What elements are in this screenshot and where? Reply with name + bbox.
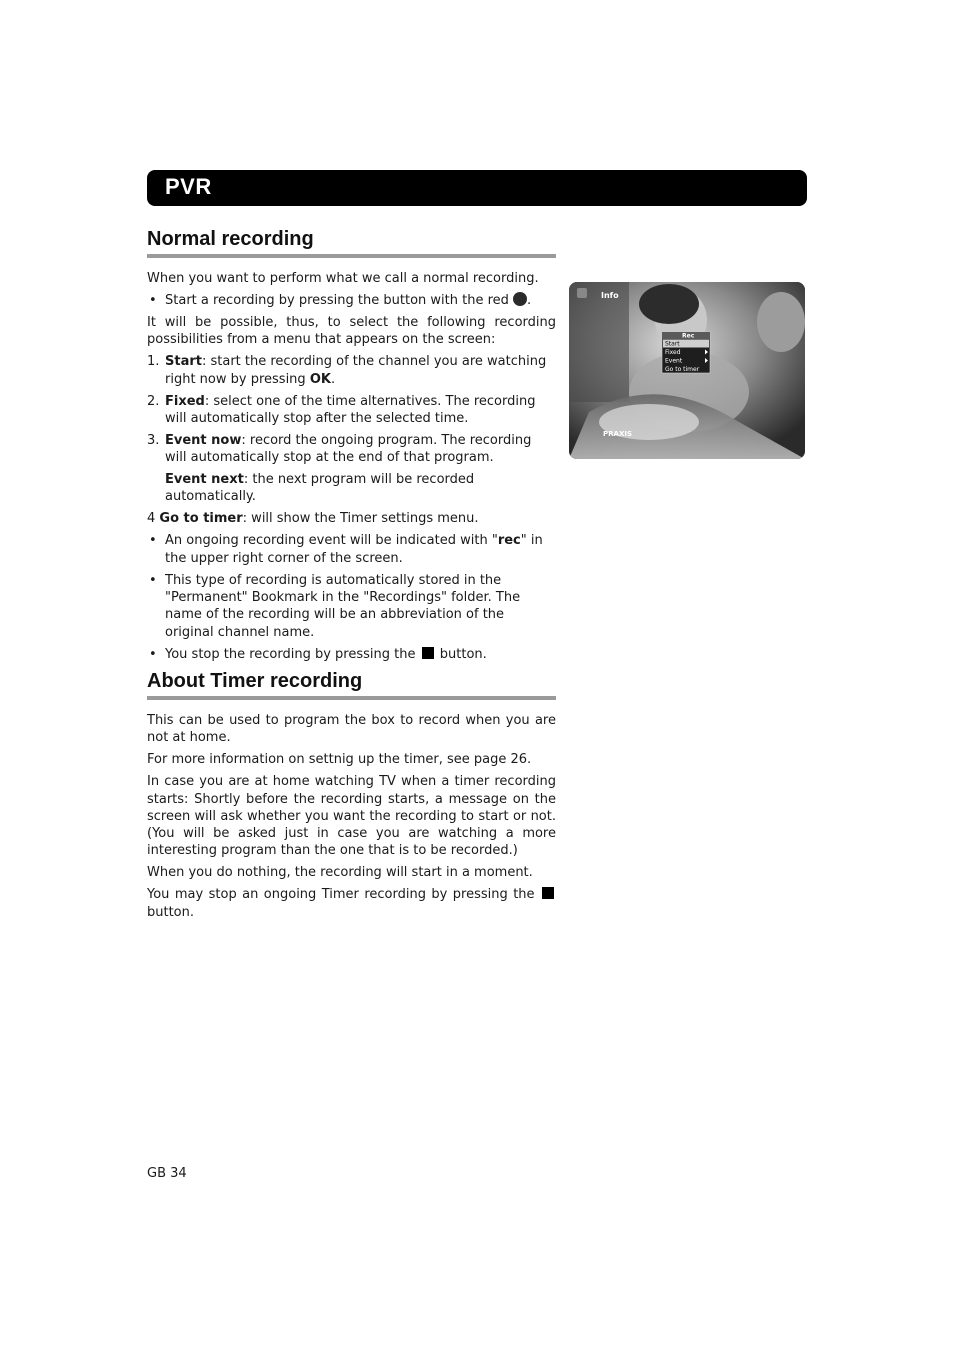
list-term: Event now — [165, 432, 242, 448]
paragraph-text-end: button. — [147, 904, 195, 920]
list-item — [147, 432, 556, 467]
list-text: : record the ongoing program. The recording will automatically stop at the end of that program. — [165, 432, 532, 466]
list-text-end: . — [330, 371, 336, 387]
list-item — [147, 393, 556, 428]
list-text: : will show the Timer settings menu. — [242, 511, 479, 527]
list-term: Fixed — [165, 393, 205, 409]
section-rule — [147, 254, 556, 258]
list-text: : the next program will be recorded automatically. — [165, 472, 475, 505]
paragraph: For more information on settnig up the timer, see page 26. — [147, 752, 532, 768]
list-number: 1. — [147, 354, 160, 370]
bullet-text: This type of recording is automatically stored in the "Permanent" Bookmark in the "Recordings" folder. The name of the recording will be an abbreviation of the original channel name. — [165, 572, 521, 640]
paragraph: When you do nothing, the recording will start in a moment. — [147, 865, 533, 881]
list-item — [147, 572, 556, 641]
bullet-text: Start a recording by pressing the button with the red — [165, 292, 509, 308]
section-heading-timer-recording: About Timer recording — [147, 670, 363, 692]
info-label: Info — [601, 291, 619, 300]
list-item — [147, 646, 556, 663]
bullet-marker: • — [149, 533, 157, 549]
rec-menu-item-fixed[interactable]: Fixed — [665, 349, 681, 356]
page-number: GB 34 — [147, 1166, 187, 1181]
list-text: : select one of the time alternatives. The recording will automatically stop after the selected time. — [165, 393, 536, 426]
intro-paragraph: When you want to perform what we call a normal recording. — [147, 271, 539, 286]
rec-label: rec — [497, 533, 521, 549]
list-number: 3. — [147, 432, 160, 448]
bullet-text-end: " in the upper right corner of the screen. — [165, 533, 543, 566]
paragraph: In case you are at home watching TV when a timer recording starts: Shortly before the recording starts, a message on the screen will ask whether you want the recording to start or not. (You will be asked just in case you are watching a more interesting program than the one that is to be recorded.) — [147, 774, 556, 859]
normal-recording-body — [147, 270, 556, 668]
list-subitem — [147, 471, 556, 506]
list-item — [147, 292, 556, 309]
stop-button-icon — [542, 887, 554, 899]
paragraph: It will be possible, thus, to select the following recording possibilities from a menu that appears on the screen: — [147, 314, 556, 348]
section-heading-normal-recording: Normal recording — [147, 228, 314, 250]
chapter-header-bar — [147, 170, 807, 206]
tv-screenshot-image — [569, 282, 805, 459]
rec-menu-item-go-to-timer[interactable]: Go to timer — [665, 366, 700, 373]
paragraph-text: You may stop an ongoing Timer recording by pressing the — [147, 887, 535, 903]
ok-key-label: OK — [309, 371, 331, 387]
bullet-text-end: button. — [439, 646, 487, 662]
bullet-text: An ongoing recording event will be indicated with " — [165, 533, 498, 549]
list-item — [147, 510, 556, 527]
list-number: 4 — [147, 511, 156, 527]
paragraph — [147, 886, 556, 921]
timer-recording-body — [147, 712, 556, 926]
list-text: : start the recording of the channel you are watching right now by pressing — [165, 354, 547, 387]
rec-menu-item-event[interactable]: Event — [665, 357, 683, 365]
bullet-marker: • — [149, 572, 157, 588]
list-term: Start — [165, 354, 202, 370]
stop-button-icon — [422, 647, 434, 659]
list-term: Event next — [165, 472, 244, 488]
tv-screenshot-svg — [569, 282, 805, 459]
list-term: Go to timer — [159, 511, 243, 527]
chapter-title: PVR — [165, 174, 212, 199]
list-number: 2. — [147, 393, 160, 409]
list-item — [147, 532, 556, 567]
list-item — [147, 353, 556, 388]
bullet-marker: • — [149, 292, 157, 308]
rec-menu-overlay — [662, 332, 710, 373]
bullet-text: You stop the recording by pressing the — [165, 646, 416, 662]
paragraph: This can be used to program the box to record when you are not at home. — [147, 713, 556, 746]
bullet-marker: • — [149, 646, 157, 662]
red-button-icon — [513, 292, 527, 306]
bullet-text-end: . — [527, 292, 532, 308]
rec-menu-item-start[interactable]: Start — [665, 340, 680, 348]
section-rule — [147, 696, 556, 700]
rec-menu-title: Rec — [682, 332, 695, 340]
channel-label: PRAXIS — [603, 430, 632, 438]
